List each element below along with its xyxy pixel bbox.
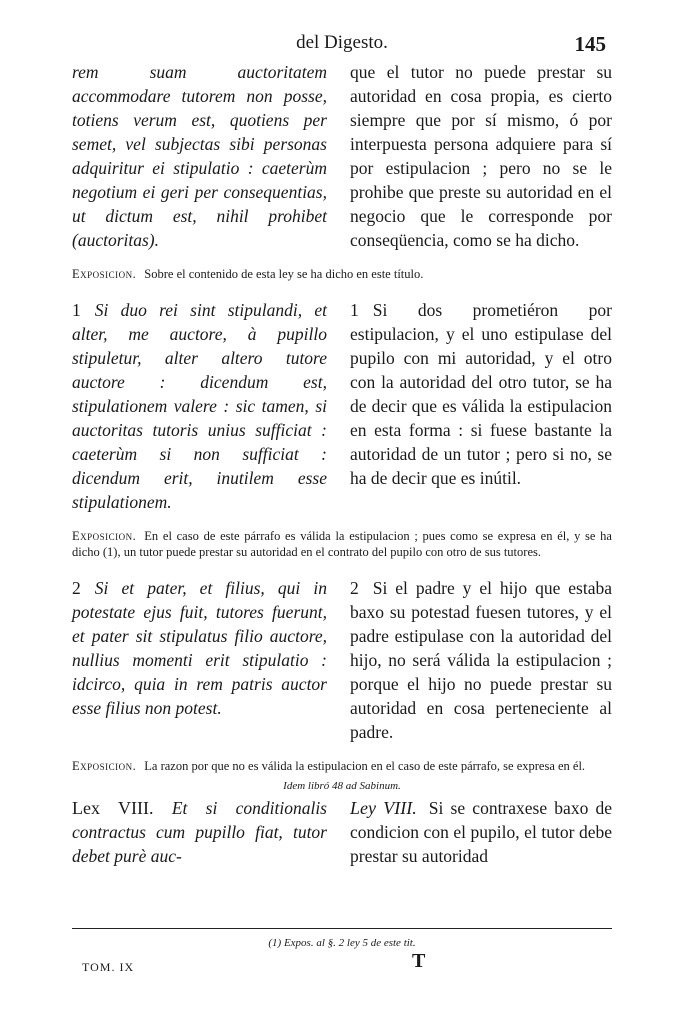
latin-text: Si et pater, et filius, qui in potestate ejus fuit, tutores fuerunt, et pater sit stipulatus filio auctore, nullius momenti erit stipulatio : idcirco, quia in rem patris auctor esse filius non potest. bbox=[72, 578, 327, 718]
signature-mark: T bbox=[412, 950, 426, 972]
footnote: (1) Expos. al §. 2 ley 5 de este tit. bbox=[268, 937, 416, 949]
ley-title: Ley VIII. bbox=[350, 798, 417, 818]
page-header bbox=[72, 30, 612, 60]
paragraph-number: 2 bbox=[72, 578, 81, 598]
page bbox=[72, 30, 612, 868]
exposition-text: En el caso de este párrafo es válida la estipulacion ; pues como se expresa en él, y se ha dicho (1), un tutor puede prestar su autoridad en el contrato del pupilo con otro de sus tutores. bbox=[72, 529, 612, 559]
latin-column bbox=[72, 796, 327, 868]
spanish-text: Si el padre y el hijo que estaba baxo su potestad fuesen tutores, y el padre estipulase con la autoridad del hijo, no será válida la estipulacion ; porque el hijo no puede prestar su autoridad en cosa perteneciente al padre. bbox=[350, 578, 612, 742]
latin-text: Si duo rei sint stipulandi, et alter, me auctore, à pupillo stipuletur, alter altero tutore auctore : dicendum est, stipulationem valere : sic tamen, si auctoritas tutoris unius sufficiat : caeterùm si non sufficiat : dicendum erit, inutilem esse stipulationem. bbox=[72, 300, 327, 512]
latin-column bbox=[72, 576, 327, 744]
spanish-column: que el tutor no puede prestar su autoridad en cosa propia, es cierto siempre que por sí mismo, ó por interpuesta persona adquiere para sí por estipulacion ; pero no se le prohibe que preste su autoridad en el negocio que le corresponde por conseqüencia, como se ha dicho. bbox=[350, 62, 612, 250]
lex-8 bbox=[72, 796, 612, 868]
exposition-2 bbox=[72, 528, 612, 560]
volume-marker: TOM. IX bbox=[82, 960, 135, 974]
paragraph-2 bbox=[72, 576, 612, 744]
footnote-divider bbox=[72, 928, 612, 929]
spanish-column bbox=[350, 796, 612, 868]
exposition-label: Exposicion. bbox=[72, 759, 137, 773]
exposition-label: Exposicion. bbox=[72, 529, 137, 543]
page-number: 145 bbox=[574, 32, 606, 56]
exposition-label: Exposicion. bbox=[72, 267, 137, 281]
source-reference: Idem libró 48 ad Sabinum. bbox=[283, 780, 401, 792]
latin-column bbox=[72, 298, 327, 514]
spanish-text: Si dos prometiéron por estipulacion, y el uno estipulase del pupilo con mi autoridad, y el otro con la autoridad del otro tutor, se ha de decir que es válida la estipulacion en esta forma : si fuese bastante la autoridad de un tutor ; pero si no, se ha de decir que es inútil. bbox=[350, 300, 612, 488]
exposition-text: Sobre el contenido de esta ley se ha dicho en este título. bbox=[144, 267, 424, 281]
running-head: del Digesto. bbox=[296, 32, 388, 53]
latin-text: Et si conditionalis contractus cum pupillo fiat, tutor debet purè auc- bbox=[72, 798, 327, 866]
paragraph-number: 2 bbox=[350, 578, 359, 598]
latin-column: rem suam auctoritatem accommodare tutorem non posse, totiens verum est, quotiens per semet, vel subjectas sibi personas adquiritur ei stipulatio : caeterùm negotium ei geri per consequentias, ut dictum est, nihil prohibet (auctoritas). bbox=[72, 62, 327, 250]
paragraph-number: 1 bbox=[72, 300, 81, 320]
paragraph-number: 1 bbox=[350, 300, 359, 320]
exposition-3 bbox=[72, 758, 612, 774]
block1 bbox=[72, 60, 612, 252]
spanish-text: Si se contraxese baxo de condicion con el pupilo, el tutor debe prestar su autoridad bbox=[350, 798, 613, 866]
paragraph-1 bbox=[72, 298, 612, 514]
spanish-column bbox=[350, 576, 612, 744]
lex-title: Lex VIII. bbox=[72, 798, 154, 818]
exposition-text: La razon por que no es válida la estipulacion en el caso de este párrafo, se expresa en él. bbox=[144, 759, 586, 773]
exposition-1 bbox=[72, 266, 612, 282]
spanish-column bbox=[350, 298, 612, 514]
